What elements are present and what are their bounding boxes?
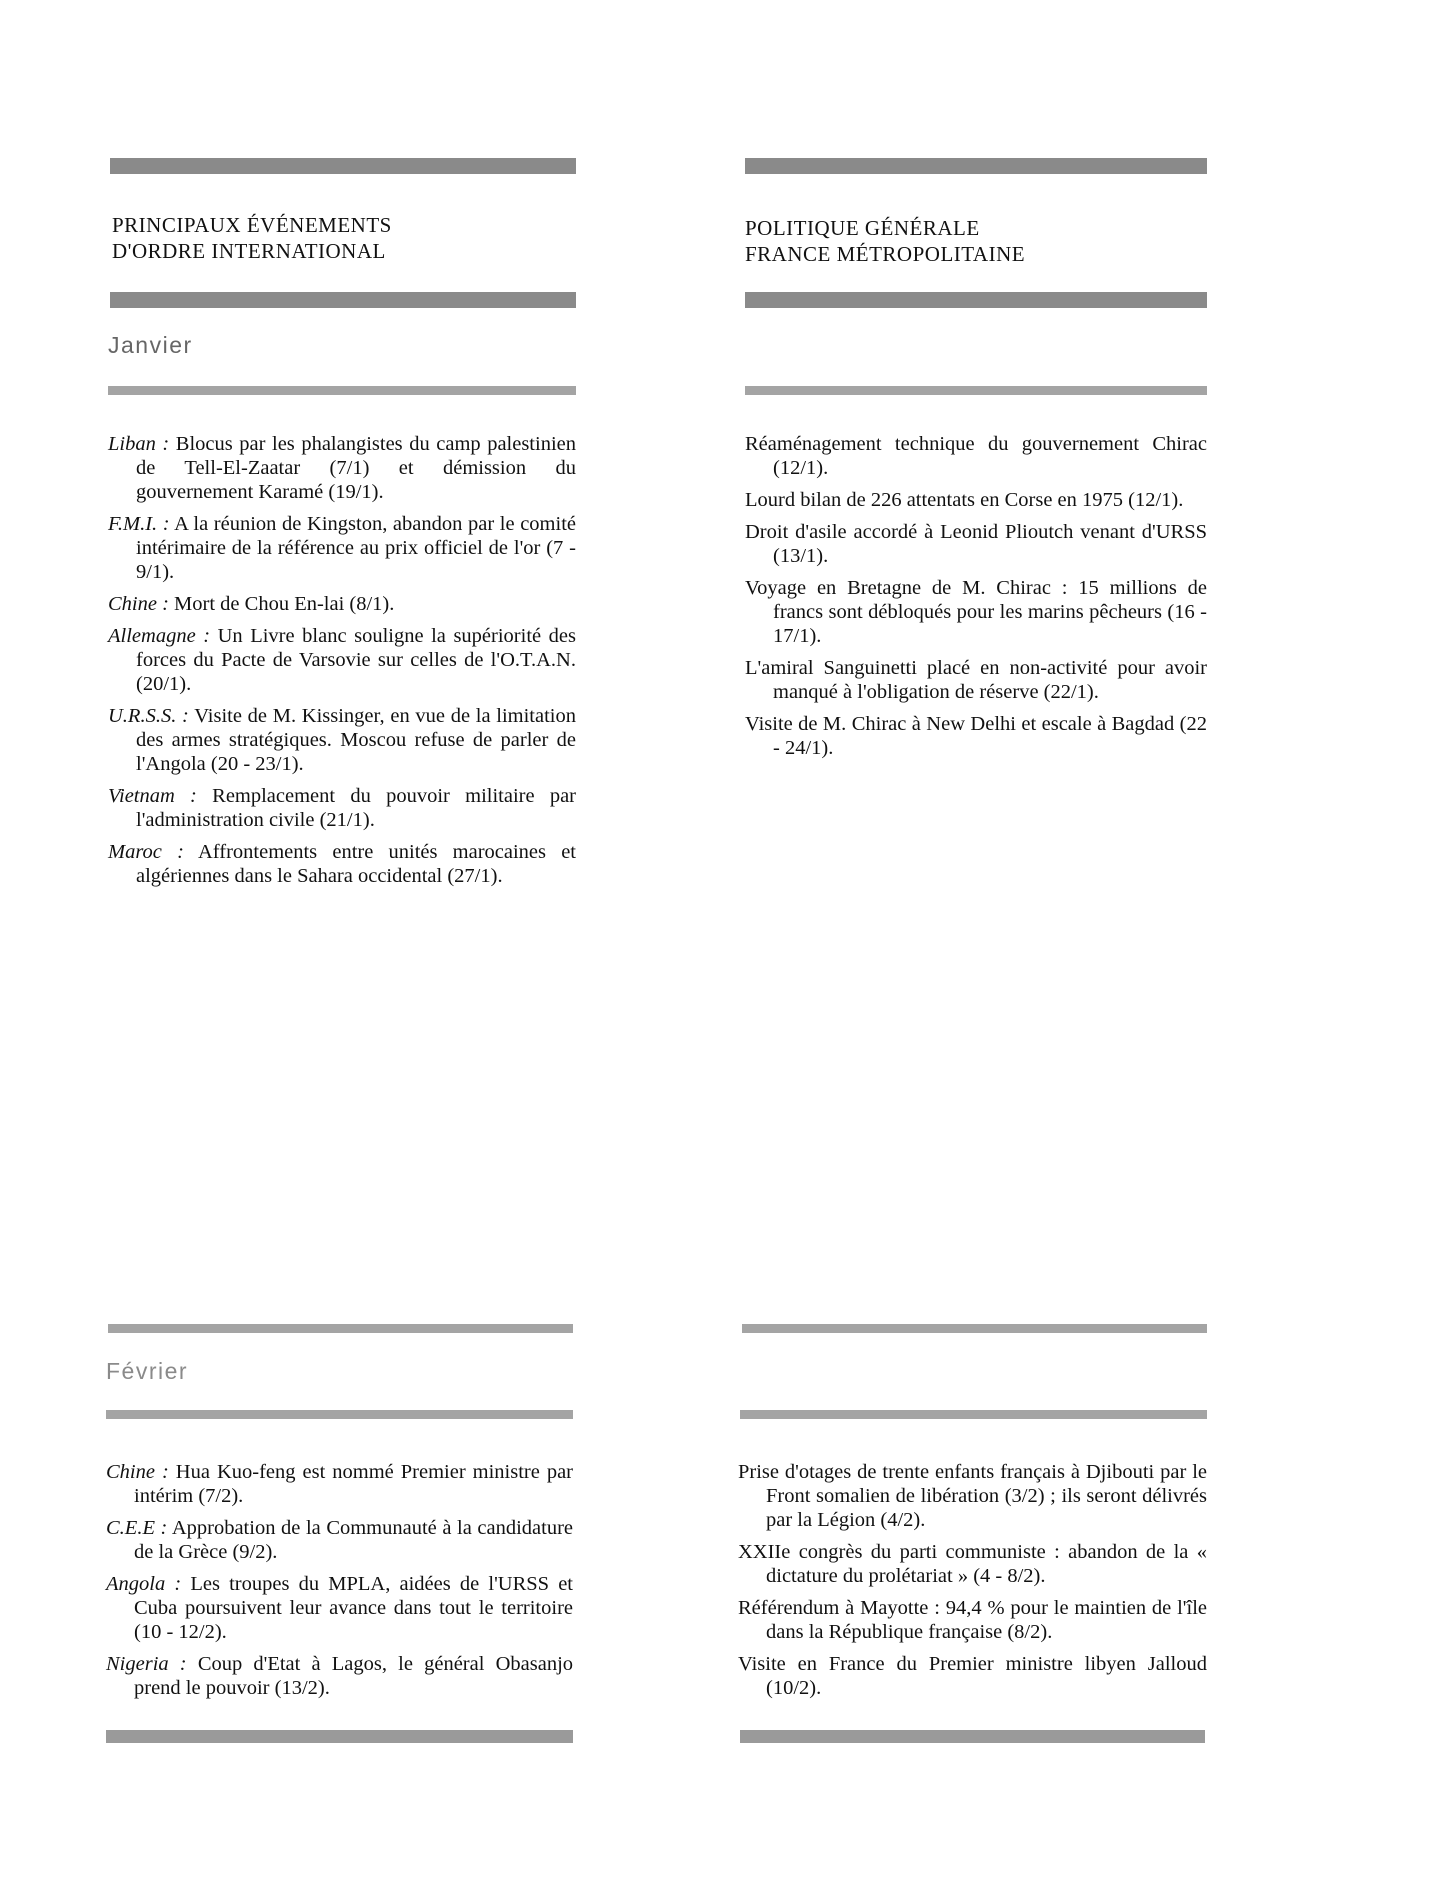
entry-country: Nigeria : [106, 1653, 187, 1675]
entry-country: Chine : [108, 593, 169, 615]
month-label-janvier: Janvier [108, 332, 193, 358]
list-item [108, 840, 576, 888]
list-item [108, 624, 576, 696]
month-label-fevrier: Février [106, 1358, 189, 1384]
list-item [106, 1652, 573, 1700]
list-item: Prise d'otages de trente enfants français à Djibouti par le Front somalien de libération (3/2) ; ils seront délivrés par la Légion (4/2). [738, 1461, 1207, 1531]
entry-country: Maroc : [108, 841, 184, 863]
month-rule-fevrier-right [740, 1410, 1207, 1419]
entry-text: Blocus par les phalangistes du camp palestinien de Tell-El-Zaatar (7/1) et démission du gouvernement Karamé (19/1). [136, 433, 576, 503]
entry-text: Visite de M. Kissinger, en vue de la limitation des armes stratégiques. Moscou refuse de parler de l'Angola (20 - 23/1). [136, 705, 576, 775]
janvier-international-list [108, 432, 576, 896]
list-item [106, 1516, 573, 1564]
list-item [108, 432, 576, 504]
entry-country: Angola : [106, 1573, 182, 1595]
entry-country: F.M.I. : [108, 513, 170, 535]
section-rule-fevrier-right [742, 1324, 1207, 1333]
section-rule-fevrier-left [108, 1324, 573, 1333]
entry-country: Chine : [106, 1461, 169, 1483]
fevrier-international-list [106, 1460, 573, 1708]
fevrier-france-list [738, 1460, 1207, 1708]
entry-text: Remplacement du pouvoir militaire par l'administration civile (21/1). [136, 785, 576, 831]
month-rule-janvier-left [108, 386, 576, 395]
entry-text: Mort de Chou En-lai (8/1). [174, 593, 395, 615]
month-rule-janvier-right [745, 386, 1207, 395]
entry-text: Approbation de la Communauté à la candidature de la Grèce (9/2). [134, 1517, 574, 1563]
list-item: Lourd bilan de 226 attentats en Corse en 1975 (12/1). [745, 489, 1184, 511]
footer-rule-left [106, 1730, 573, 1743]
list-item [108, 704, 576, 776]
entry-text: Un Livre blanc souligne la supériorité des forces du Pacte de Varsovie sur celles de l'O.T.A.N. (20/1). [136, 625, 576, 695]
left-title-line1: PRINCIPAUX ÉVÉNEMENTS [112, 213, 392, 237]
header-rule-left [110, 158, 576, 174]
right-column-title [745, 215, 1025, 267]
right-title-line2: FRANCE MÉTROPOLITAINE [745, 242, 1026, 266]
title-rule-left [110, 292, 576, 308]
entry-text: Affrontements entre unités marocaines et algériennes dans le Sahara occidental (27/1). [136, 841, 576, 887]
entry-country: Liban : [108, 433, 170, 455]
entry-text: A la réunion de Kingston, abandon par le comité intérimaire de la référence au prix officiel de l'or (7 - 9/1). [136, 513, 576, 583]
header-rule-right [745, 158, 1207, 174]
list-item: Droit d'asile accordé à Leonid Plioutch venant d'URSS (13/1). [745, 521, 1207, 567]
entry-text: Hua Kuo-feng est nommé Premier ministre par intérim (7/2). [134, 1461, 573, 1507]
list-item [108, 784, 576, 832]
entry-country: U.R.S.S. : [108, 705, 189, 727]
list-item: Réaménagement technique du gouvernement Chirac (12/1). [745, 433, 1207, 479]
list-item: Visite en France du Premier ministre libyen Jalloud (10/2). [738, 1653, 1207, 1699]
left-title-line2: D'ORDRE INTERNATIONAL [112, 239, 386, 263]
janvier-france-list [745, 432, 1207, 768]
list-item: L'amiral Sanguinetti placé en non-activité pour avoir manqué à l'obligation de réserve (22/1). [745, 657, 1207, 703]
list-item [108, 592, 576, 616]
month-rule-fevrier-left [106, 1410, 573, 1419]
list-item: Visite de M. Chirac à New Delhi et escale à Bagdad (22 - 24/1). [745, 713, 1207, 759]
left-column-title [112, 212, 392, 264]
entry-text: Coup d'Etat à Lagos, le général Obasanjo prend le pouvoir (13/2). [134, 1653, 574, 1699]
list-item [108, 512, 576, 584]
list-item [106, 1460, 573, 1508]
list-item [106, 1572, 573, 1644]
list-item: XXIIe congrès du parti communiste : abandon de la « dictature du prolétariat » (4 - 8/2). [738, 1541, 1207, 1587]
entry-country: Allemagne : [108, 625, 211, 647]
right-title-line1: POLITIQUE GÉNÉRALE [745, 216, 980, 240]
title-rule-right [745, 292, 1207, 308]
entry-country: Vietnam : [108, 785, 197, 807]
footer-rule-right [740, 1730, 1205, 1743]
entry-text: Les troupes du MPLA, aidées de l'URSS et Cuba poursuivent leur avance dans tout le territoire (10 - 12/2). [134, 1573, 574, 1643]
list-item: Référendum à Mayotte : 94,4 % pour le maintien de l'île dans la République française (8/2). [738, 1597, 1207, 1643]
entry-country: C.E.E : [106, 1517, 168, 1539]
list-item: Voyage en Bretagne de M. Chirac : 15 millions de francs sont débloqués pour les marins pêcheurs (16 - 17/1). [745, 577, 1207, 647]
